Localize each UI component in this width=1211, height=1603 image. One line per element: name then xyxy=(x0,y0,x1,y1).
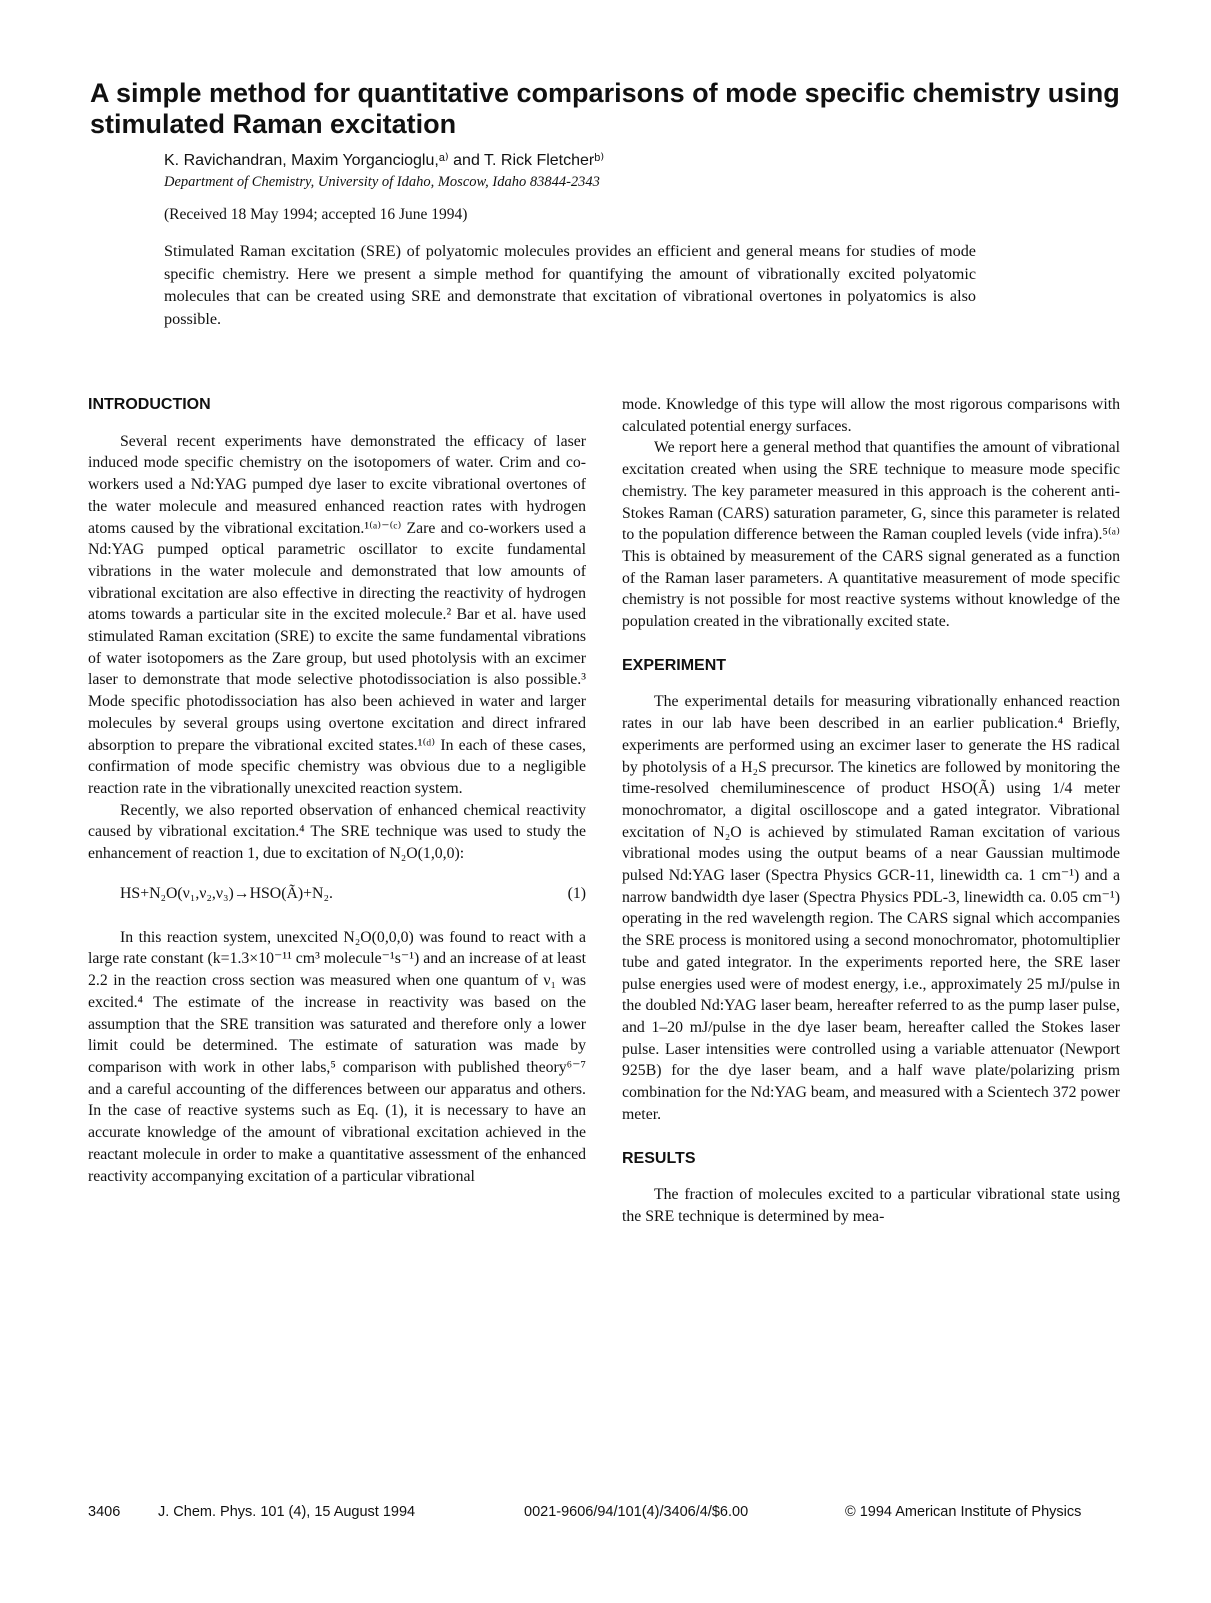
right-column xyxy=(622,394,1120,1228)
equation-number: (1) xyxy=(567,884,586,902)
section-heading-experiment: EXPERIMENT xyxy=(622,656,727,674)
intro-paragraph-1: Several recent experiments have demonstrated the efficacy of laser induced mode specific chemistry on the isotopomers of water. Crim and co-workers used a Nd:YAG pumped dye laser to excite vibrational overtones of the water molecule and measured enhanced reaction rates with hydrogen atoms caused by the vibrational excitation.¹⁽ᵃ⁾⁻⁽ᶜ⁾ Zare and co-workers used a Nd:YAG pumped optical parametric oscillator to excite fundamental vibrations in the water molecule and demonstrated that low amounts of vibrational excitation are also effective in directing the reactivity of hydrogen atoms towards a particular site in the excited molecule.² Bar et al. have used stimulated Raman excitation (SRE) to excite the same fundamental vibrations of water isotopomers as the Zare group, but used photolysis with an excimer laser to demonstrate that mode selective photodissociation is also possible.³ Mode specific photodissociation has also been achieved in water and larger molecules by several groups using overtone excitation and direct infrared absorption to prepare the vibrational excited states.¹⁽ᵈ⁾ In each of these cases, confirmation of mode specific chemistry was obvious due to a negligible reaction rate in the vibrationally unexcited reaction system. xyxy=(88,432,586,797)
intro-paragraph-4: We report here a general method that quantifies the amount of vibrational excitation created when using the SRE technique to measure mode specific chemistry. The key parameter measured in this approach is the coherent anti-Stokes Raman (CARS) saturation parameter, G, since this parameter is related to the population difference between the Raman coupled levels (vide infra).⁵⁽ᵃ⁾ This is obtained by measurement of the CARS signal generated as a function of the Raman laser parameters. A quantitative measurement of mode specific chemistry is not possible for most reactive systems without knowledge of the population created in the vibrationally excited state. xyxy=(622,439,1120,631)
intro-paragraph-3-continued: mode. Knowledge of this type will allow the most rigorous comparisons with calculated potential energy surfaces. xyxy=(622,396,1120,435)
intro-paragraph-2: Recently, we also reported observation of enhanced chemical reactivity caused by vibrational excitation.⁴ The SRE technique was used to study the enhancement of reaction 1, due to excitation of N₂O(1,0,0): xyxy=(88,801,586,863)
results-paragraph-1: The fraction of molecules excited to a particular vibrational state using the SRE technique is determined by mea- xyxy=(622,1186,1120,1225)
paper-title: A simple method for quantitative comparisons of mode specific chemistry using stimulated Raman excitation xyxy=(90,78,1120,139)
article-code: 0021-9606/94/101(4)/3406/4/$6.00 xyxy=(524,1504,749,1520)
page-footer xyxy=(0,1504,1211,1526)
intro-paragraph-3: In this reaction system, unexcited N₂O(0,0,0) was found to react with a large rate constant (k=1.3×10⁻¹¹ cm³ molecule⁻¹s⁻¹) and an increase of at least 2.2 in the reaction cross section was measured when one quantum of ν₁ was excited.⁴ The estimate of the increase in reactivity was based on the assumption that the SRE transition was saturated and therefore only a lower limit could be determined. The estimate of saturation was made by comparison with work in other labs,⁵ comparison with published theory⁶⁻⁷ and a careful accounting of the differences between our apparatus and others. In the case of reactive systems such as Eq. (1), it is necessary to have an accurate knowledge of the amount of vibrational excitation achieved in the reactant molecule in order to make a quantitative assessment of the enhanced reactivity accompanying excitation of a particular vibrational xyxy=(88,928,586,1185)
page-number: 3406 xyxy=(88,1504,121,1520)
section-heading-introduction: INTRODUCTION xyxy=(88,396,211,413)
abstract: Stimulated Raman excitation (SRE) of polyatomic molecules provides an efficient and general means for studies of mode specific chemistry. Here we present a simple method for quantifying the amount of vibrationally excited polyatomic molecules that can be created using SRE and demonstrate that excitation of vibrational overtones in polyatomics is also possible. xyxy=(164,242,976,328)
equation-1 xyxy=(88,883,586,905)
copyright-notice: © 1994 American Institute of Physics xyxy=(845,1504,1082,1520)
author-list: K. Ravichandran, Maxim Yorgancioglu,ᵃ⁾ and T. Rick Fletcherᵇ⁾ xyxy=(164,152,605,169)
left-column xyxy=(88,394,586,1187)
received-dates: (Received 18 May 1994; accepted 16 June 1994) xyxy=(164,206,468,223)
affiliation: Department of Chemistry, University of Idaho, Moscow, Idaho 83844-2343 xyxy=(164,174,600,190)
journal-citation: J. Chem. Phys. 101 (4), 15 August 1994 xyxy=(158,1504,416,1520)
equation-body: HS+N₂O(ν₁,ν₂,ν₃)→HSO(Ã)+N₂. xyxy=(120,884,333,902)
experiment-paragraph-1: The experimental details for measuring vibrationally enhanced reaction rates in our lab have been described in an earlier publication.⁴ Briefly, experiments are performed using an excimer laser to generate the HS radical by photolysis of a H₂S precursor. The kinetics are followed by monitoring the time-resolved chemiluminescence of product HSO(Ã) using 1/4 meter monochromator, a digital oscilloscope and a gated integrator. Vibrational excitation of N₂O is achieved by stimulated Raman excitation of various vibrational modes using the output beams of a near Gaussian multimode pulsed Nd:YAG laser (Spectra Physics GCR-11, linewidth ca. 1 cm⁻¹) and a narrow bandwidth dye laser (Spectra Physics PDL-3, linewidth ca. 0.05 cm⁻¹) operating in the red wavelength region. The CARS signal which accompanies the SRE process is monitored using a second monochromator, photomultiplier tube and gated integrator. In the experiments reported here, the SRE laser pulse energies used were of modest energy, i.e., approximately 25 mJ/pulse in the doubled Nd:YAG laser beam, hereafter referred to as the pump laser pulse, and 1–20 mJ/pulse in the dye laser beam, hereafter called the Stokes laser pulse. Laser intensities were controlled using a variable attenuator (Newport 925B) for the dye laser beam, and a half wave plate/polarizing prism combination for the Nd:YAG beam, and measured with a Scientech 372 power meter. xyxy=(622,693,1120,1123)
section-heading-results: RESULTS xyxy=(622,1149,696,1167)
